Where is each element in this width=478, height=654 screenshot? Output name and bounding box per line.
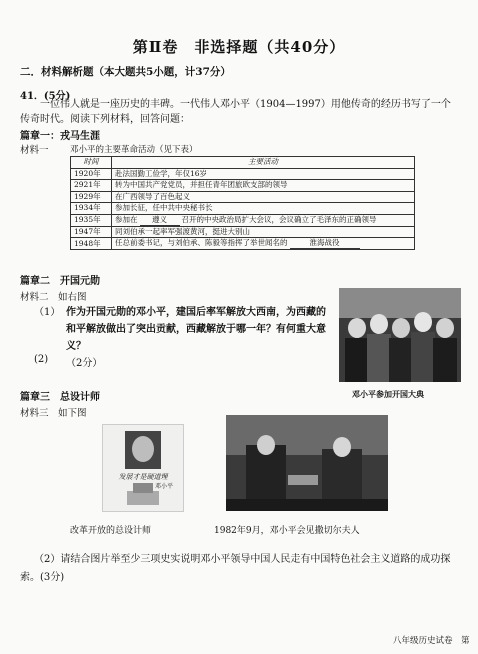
activity-text: 召开的中央政治局扩大会议，会议确立了毛泽东的正确领导 (181, 214, 377, 224)
poster-slogan: 发展才是硬道理 (118, 473, 168, 481)
table-cell-year: 1947年 (71, 226, 112, 238)
q-final-line: （2）请结合图片举至少三项史实说明邓小平领导中国人民走有中国特色社会主义道路的成功探 (34, 554, 451, 565)
table-header-row (71, 157, 415, 169)
table-cell-activity: 赴法国勤工俭学，年仅16岁 (112, 168, 415, 180)
table-header-time: 时间 (71, 157, 112, 169)
fill-in-answer: 遵义 (140, 215, 180, 226)
table-cell-year: 1934年 (71, 203, 112, 215)
q2-score: （2分） (66, 358, 103, 369)
chapter1-heading: 篇章一：戎马生涯 (20, 131, 100, 142)
question-intro: 一位伟人就是一座历史的丰碑。一代伟人邓小平（1904—1997）用他传奇的经历书写了一个传奇时代。阅读下列材料，回答问题： (20, 99, 451, 125)
chapter3-heading: 篇章三 总设计师 (20, 392, 100, 403)
q2-number: (2) (34, 354, 49, 365)
question-number: 41．(5分) (20, 91, 71, 102)
thatcher-caption: 1982年9月，邓小平会见撒切尔夫人 (214, 526, 360, 536)
table-cell-year: 2921年 (71, 180, 112, 192)
table-cell-year: 1920年 (71, 168, 112, 180)
table-cell-activity: 同刘伯承一起率军强渡黄河，挺进大别山 (112, 226, 415, 238)
table-row (71, 226, 415, 238)
chapter1-material-title: 邓小平的主要革命活动（见下表） (70, 145, 198, 155)
q1-line: 义？ (66, 341, 86, 352)
table-cell-activity: 参加长征，任中共中央秘书长 (112, 203, 415, 215)
reform-caption: 改革开放的总设计师 (70, 526, 152, 536)
q1-number: （1） (34, 307, 61, 318)
chapter2-material-label: 材料二 如右图 (20, 292, 87, 303)
table-row (71, 180, 415, 192)
section-heading: 二．材料解析题（本大题共5小题，计37分） (20, 66, 231, 78)
founding-ceremony-caption: 邓小平参加开国大典 (352, 389, 424, 399)
chapter3-material-label: 材料三 如下图 (20, 408, 87, 419)
table-row (71, 214, 415, 226)
table-row (71, 168, 415, 180)
q1-line: 作为开国元勋的邓小平，建国后率军解放大西南，为西藏的 (66, 307, 326, 318)
activities-table (70, 156, 415, 250)
table-row (71, 203, 415, 215)
founding-ceremony-photo (339, 288, 461, 382)
chapter1-material-label: 材料一 (20, 145, 49, 156)
activity-text: 参加在 (115, 214, 138, 224)
table-row (71, 238, 415, 250)
chapter2-heading: 篇章二 开国元勋 (20, 276, 100, 287)
fill-in-answer: 淮海战役 (290, 238, 360, 249)
page-footer: 八年级历史试卷 第 (393, 636, 470, 646)
table-cell-activity: 转为中国共产党党员，并担任青年团旅欧支部的领导 (112, 180, 415, 192)
table-cell-year: 1948年 (71, 238, 112, 250)
table-cell-activity (112, 214, 415, 226)
table-cell-year: 1929年 (71, 191, 112, 203)
table-cell-activity: 在广西领导了百色起义 (112, 191, 415, 203)
table-cell-activity (112, 238, 415, 250)
table-row (71, 191, 415, 203)
q-final-line: 索。(3分) (20, 572, 65, 583)
thatcher-meeting-photo (226, 415, 388, 511)
table-header-activity: 主要活动 (112, 157, 415, 169)
poster-signature: 邓小平 (155, 483, 174, 490)
activity-text: 任总前委书记，与刘伯承、陈毅等指挥了举世闻名的 (115, 238, 288, 247)
page-title: 第Ⅱ卷 非选择题（共40分） (132, 38, 346, 56)
reform-poster-image (102, 424, 184, 512)
q1-line: 和平解放做出了突出贡献，西藏解放于哪一年？有何重大意 (66, 324, 326, 335)
table-cell-year: 1935年 (71, 214, 112, 226)
